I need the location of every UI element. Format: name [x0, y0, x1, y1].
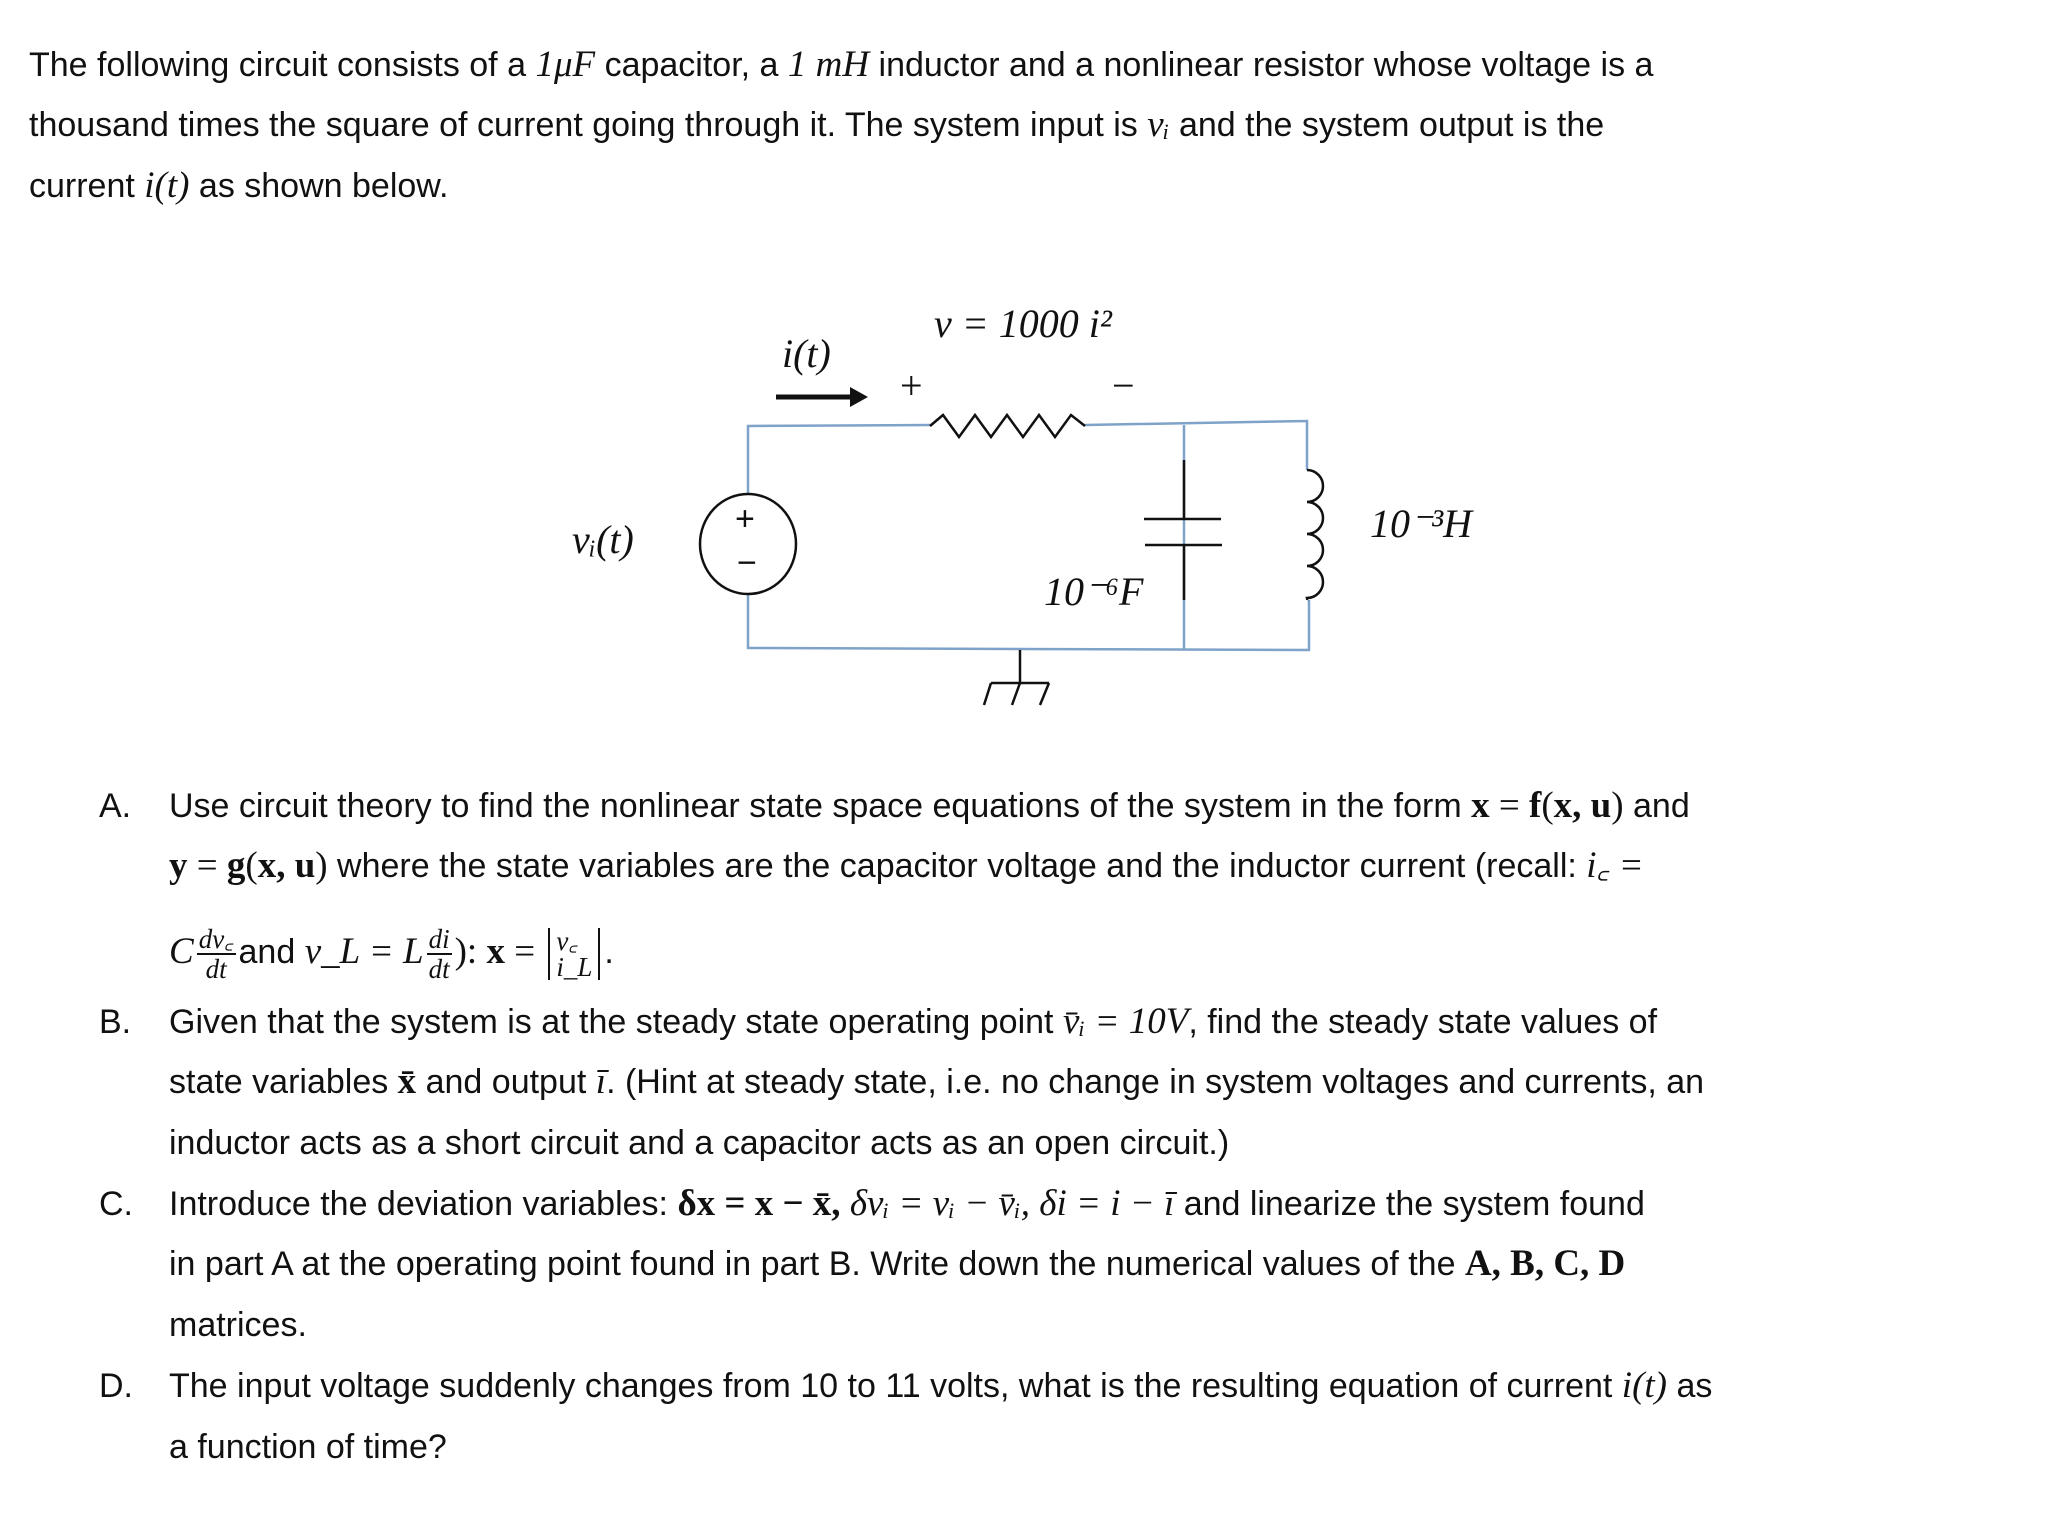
question-line: [169, 1062, 1704, 1102]
text: inductor acts as a short circuit and a capacitor acts as an open circuit.): [169, 1124, 1230, 1162]
current-label: i(t): [782, 331, 831, 376]
math-text: x, u: [1553, 785, 1612, 826]
math-text: =: [187, 845, 227, 886]
question-line: [169, 1123, 1229, 1163]
text: and output: [416, 1063, 596, 1101]
math-text: g: [226, 845, 246, 886]
math-text: ): [315, 845, 328, 886]
text: . (Hint at steady state, i.e. no change in system voltages and currents, an: [606, 1063, 1705, 1101]
question-line: [169, 1184, 1645, 1224]
math-text: (: [245, 845, 258, 886]
text: a function of time?: [169, 1428, 447, 1466]
text: capacitor, a: [595, 46, 788, 84]
arrow-head: [850, 387, 868, 407]
question-line: [169, 786, 1690, 826]
state-vector: [548, 928, 600, 980]
math-text: x, u: [257, 845, 316, 886]
math-text: i(t): [1621, 1365, 1667, 1406]
math-text: ī: [595, 1061, 607, 1102]
math-text: =: [1489, 785, 1530, 826]
math-text: (: [1541, 785, 1554, 826]
wire-left-bottom: [748, 594, 1309, 650]
text: state variables: [169, 1063, 398, 1101]
text: and: [238, 932, 305, 971]
question-line: [169, 1366, 1712, 1406]
question-letter: B.: [99, 1003, 132, 1041]
question-line: [169, 1002, 1657, 1042]
math-text: i(t): [144, 165, 190, 206]
question-line: [169, 1427, 447, 1467]
resistor-minus: −: [1112, 363, 1135, 408]
question-line: [169, 1244, 1625, 1284]
math-text: x: [1471, 785, 1490, 826]
text: where the state variables are the capacitor voltage and the inductor current (recall:: [327, 847, 1587, 885]
math-text: 1 mH: [787, 44, 870, 85]
fraction: [197, 925, 236, 983]
math-text: x̄: [397, 1061, 417, 1102]
math-text: v_L = L: [304, 930, 424, 972]
question-line: [169, 925, 614, 983]
math-text: v̄ᵢ = 10V: [1062, 1001, 1189, 1042]
source-label: vᵢ(t): [572, 517, 634, 562]
question-line: [169, 1305, 307, 1345]
text: inductor and a nonlinear resistor whose voltage is a: [869, 46, 1654, 84]
fraction: [427, 925, 452, 983]
math-text: ): [1611, 785, 1624, 826]
text: , find the steady state values of: [1188, 1003, 1658, 1041]
capacitor-label: 10⁻⁶F: [1044, 569, 1144, 614]
math-text: vᵢ: [1147, 104, 1170, 145]
text: thousand times the square of current going through it. The system input is: [29, 106, 1148, 144]
math-text: i꜀ =: [1586, 845, 1644, 886]
math-text: ):: [454, 930, 487, 972]
wire-top-right: [1085, 421, 1307, 470]
vector-entry: v꜀: [556, 926, 578, 956]
fraction-denominator: dt: [428, 954, 450, 984]
wire-top-left: [748, 425, 930, 495]
fraction-numerator: di: [428, 924, 450, 954]
text: and the system output is the: [1169, 106, 1605, 144]
math-text: C: [169, 930, 194, 972]
text: matrices.: [169, 1306, 307, 1344]
fraction-denominator: dt: [205, 954, 227, 984]
inductor: [1307, 470, 1323, 600]
math-text: δx = x − x̄,: [677, 1183, 841, 1224]
text: The input voltage suddenly changes from 10 to 11 volts, what is the resulting equation of current: [169, 1367, 1622, 1405]
math-text: y: [169, 845, 188, 886]
math-text: =: [504, 930, 545, 972]
text: and linearize the system found: [1174, 1185, 1645, 1223]
source-minus: −: [737, 544, 757, 582]
resistor-equation: v = 1000 i²: [934, 301, 1112, 346]
vector-entry: i_L: [556, 952, 593, 982]
text: Introduce the deviation variables:: [169, 1185, 678, 1223]
math-text: 1μF: [535, 44, 596, 85]
question-letter: C.: [99, 1185, 133, 1223]
text: as: [1667, 1367, 1713, 1405]
fraction-numerator: dv꜀: [198, 924, 234, 954]
source-plus: +: [735, 500, 755, 538]
math-text: δvᵢ = vᵢ − v̄ᵢ, δi = i − ī: [840, 1183, 1175, 1224]
text: and: [1623, 787, 1690, 825]
resistor-plus: +: [900, 363, 923, 408]
text: as shown below.: [189, 167, 449, 205]
math-text: f: [1529, 785, 1542, 826]
text: Use circuit theory to find the nonlinear state space equations of the system in the form: [169, 787, 1472, 825]
inductor-label: 10⁻³H: [1370, 501, 1472, 546]
question-letter: D.: [99, 1367, 133, 1405]
question-line: [169, 846, 1644, 886]
text: The following circuit consists of a: [29, 46, 536, 84]
text: .: [604, 932, 614, 971]
math-text: A, B, C, D: [1464, 1243, 1626, 1284]
resistor: [930, 415, 1085, 437]
text: in part A at the operating point found in part B. Write down the numerical values of the: [169, 1245, 1465, 1283]
question-letter: A.: [99, 787, 132, 825]
math-text: x: [486, 930, 505, 972]
text: Given that the system is at the steady state operating point: [169, 1003, 1063, 1041]
text: current: [29, 167, 145, 205]
